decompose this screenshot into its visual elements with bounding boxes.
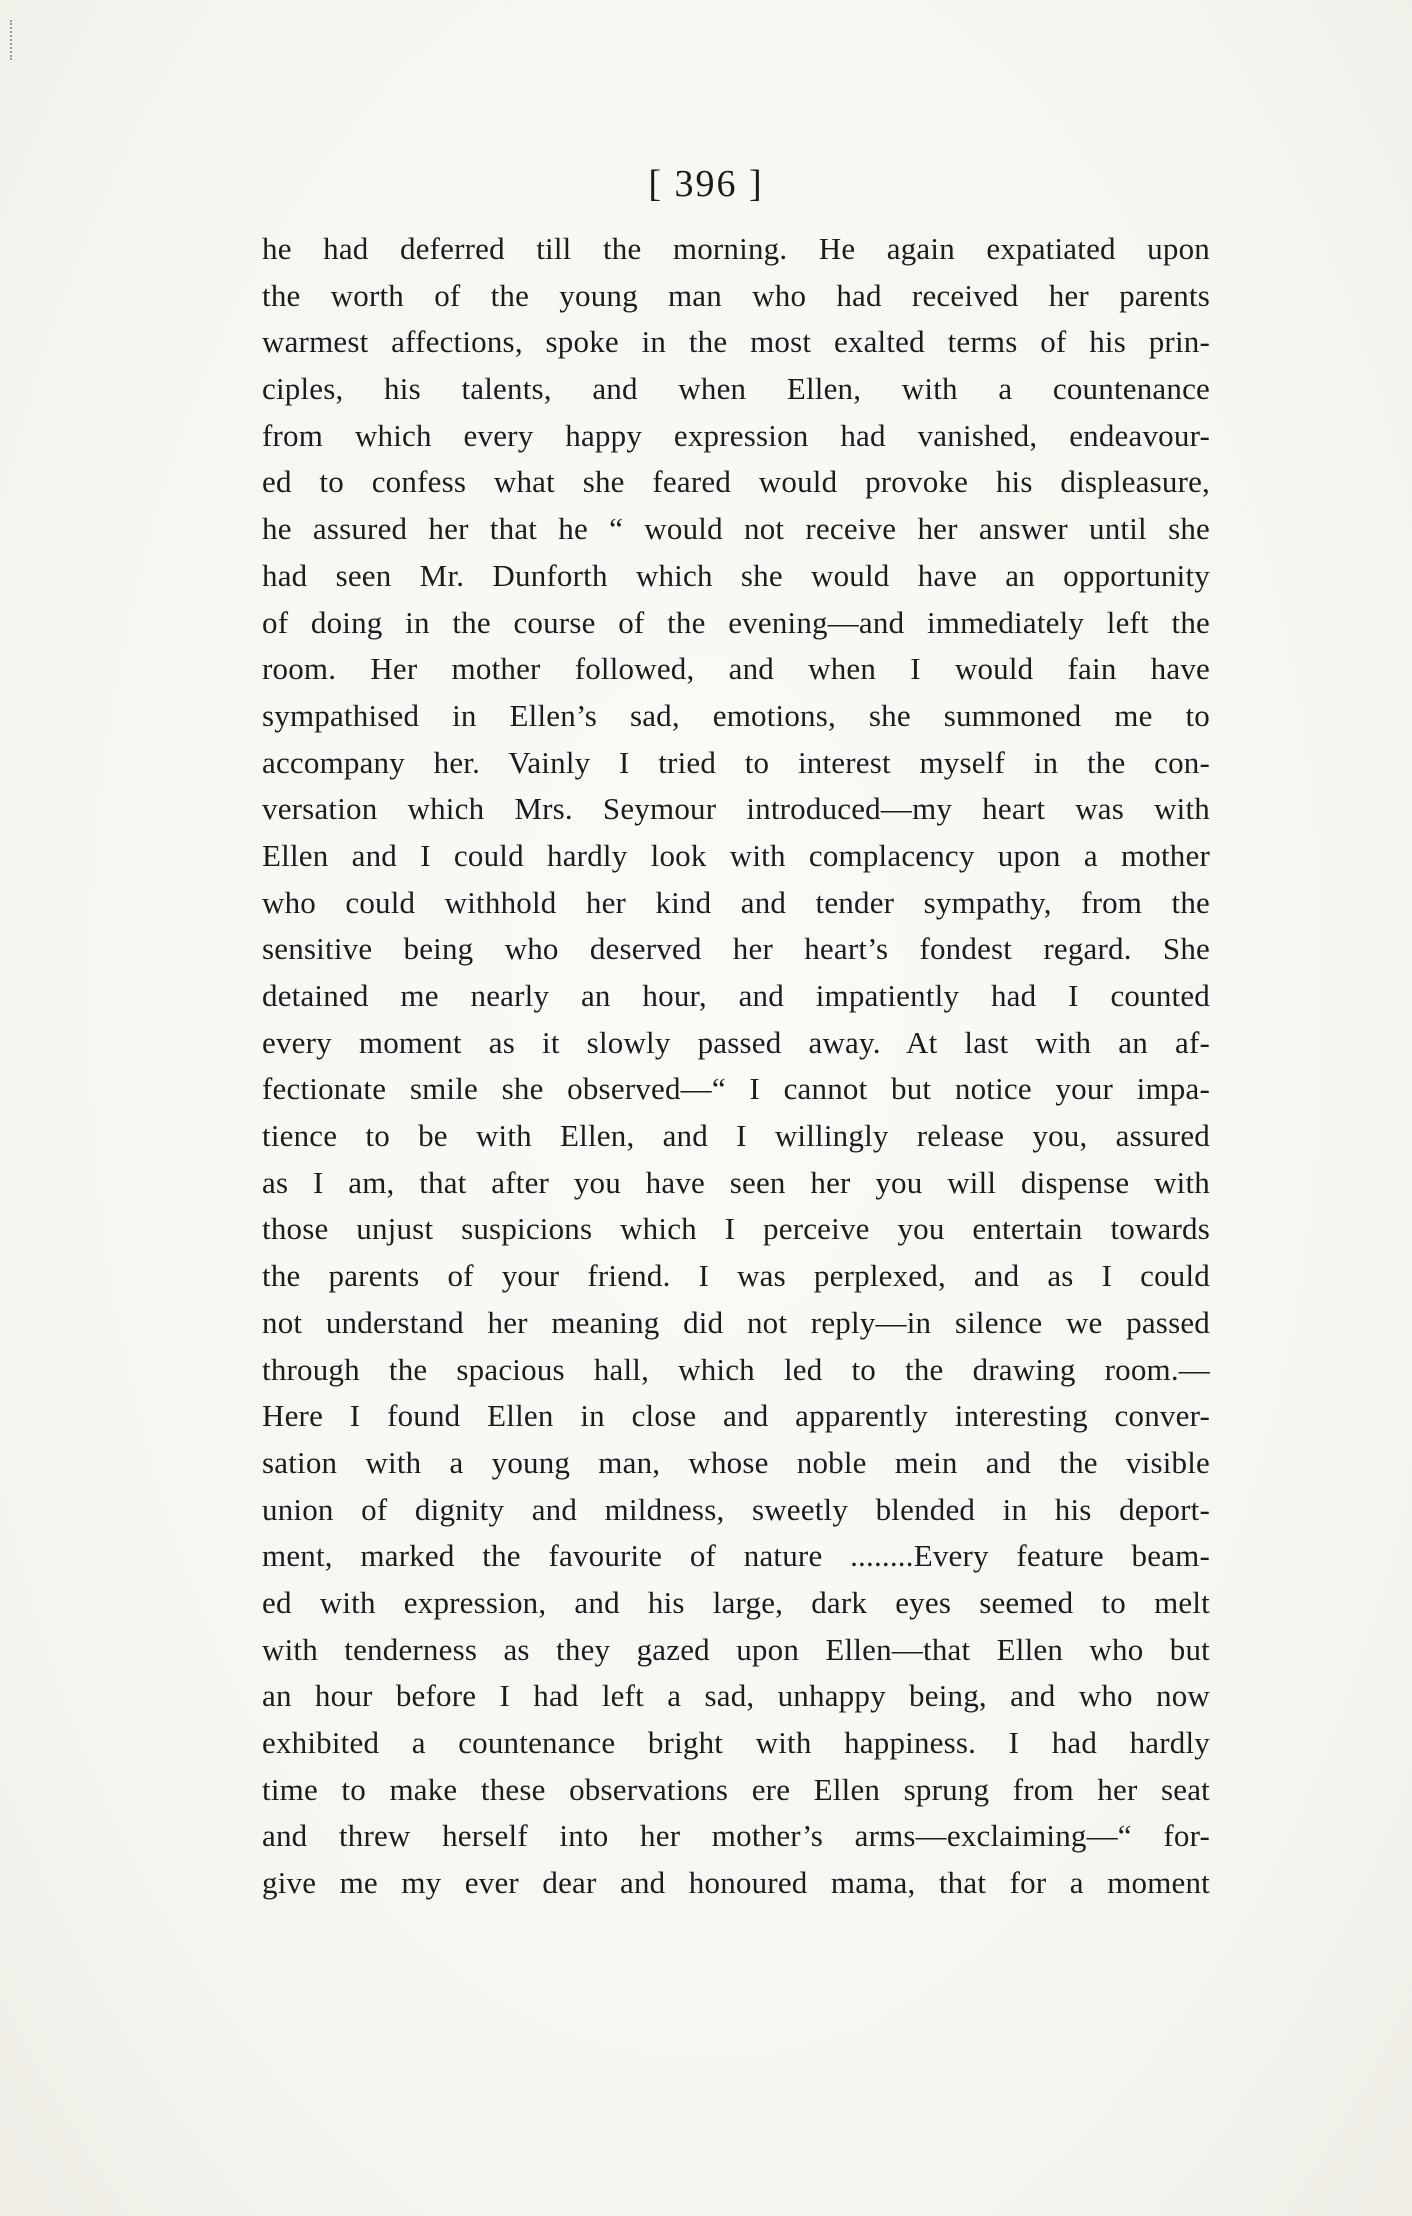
- text-line: those unjust suspicions which I perceive you entertain towards: [262, 1211, 1210, 1247]
- text-line: ed with expression, and his large, dark eyes seemed to melt: [262, 1584, 1210, 1620]
- edge-artifact: [10, 20, 15, 60]
- text-line: he assured her that he “ would not receive her answer until she: [262, 511, 1210, 547]
- text-line: detained me nearly an hour, and impatiently had I counted: [262, 978, 1210, 1013]
- text-line: exhibited a countenance bright with happiness. I had hardly: [262, 1725, 1210, 1760]
- text-line: who could withhold her kind and tender sympathy, from the: [262, 884, 1210, 920]
- text-line: versation which Mrs. Seymour introduced—my heart was with: [262, 791, 1210, 827]
- text-line: sation with a young man, whose noble mein and the visible: [262, 1444, 1210, 1480]
- text-line: as I am, that after you have seen her you will dispense with: [262, 1164, 1210, 1200]
- text-line: with tenderness as they gazed upon Ellen—that Ellen who but: [262, 1631, 1210, 1667]
- text-line: he had deferred till the morning. He again expatiated upon: [262, 231, 1210, 266]
- text-line: Here I found Ellen in close and apparently interesting conver-: [262, 1398, 1210, 1434]
- body-text: [262, 226, 1210, 1907]
- text-line: every moment as it slowly passed away. At last with an af-: [262, 1024, 1210, 1060]
- text-line: warmest affections, spoke in the most exalted terms of his prin-: [262, 324, 1210, 360]
- text-line: union of dignity and mildness, sweetly blended in his deport-: [262, 1491, 1210, 1527]
- text-line: through the spacious hall, which led to the drawing room.—: [262, 1351, 1210, 1387]
- page-number: [ 396 ]: [648, 163, 764, 205]
- text-line: give me my ever dear and honoured mama, that for a moment: [262, 1865, 1210, 1901]
- text-line: room. Her mother followed, and when I would fain have: [262, 651, 1210, 687]
- text-line: ciples, his talents, and when Ellen, with a countenance: [262, 371, 1210, 407]
- text-line: the worth of the young man who had received her parents: [262, 277, 1210, 313]
- text-line: the parents of your friend. I was perplexed, and as I could: [262, 1258, 1210, 1294]
- text-line: sensitive being who deserved her heart’s fondest regard. She: [262, 931, 1210, 967]
- text-line: accompany her. Vainly I tried to interest myself in the con-: [262, 744, 1210, 780]
- text-line: time to make these observations ere Ellen sprung from her seat: [262, 1771, 1210, 1807]
- text-line: sympathised in Ellen’s sad, emotions, she summoned me to: [262, 697, 1210, 733]
- text-line: of doing in the course of the evening—and immediately left the: [262, 604, 1210, 640]
- text-line: from which every happy expression had vanished, endeavour-: [262, 417, 1210, 453]
- text-line: and threw herself into her mother’s arms—exclaiming—“ for-: [262, 1818, 1210, 1854]
- text-line: not understand her meaning did not reply—in silence we passed: [262, 1304, 1210, 1340]
- text-line: tience to be with Ellen, and I willingly release you, assured: [262, 1118, 1210, 1154]
- text-line: Ellen and I could hardly look with complacency upon a mother: [262, 837, 1210, 873]
- text-line: ed to confess what she feared would provoke his displeasure,: [262, 464, 1210, 500]
- text-line: had seen Mr. Dunforth which she would have an opportunity: [262, 557, 1210, 593]
- text-line: fectionate smile she observed—“ I cannot but notice your impa-: [262, 1071, 1210, 1107]
- text-line: an hour before I had left a sad, unhappy being, and who now: [262, 1678, 1210, 1714]
- text-line: ment, marked the favourite of nature ........Every feature beam-: [262, 1538, 1210, 1574]
